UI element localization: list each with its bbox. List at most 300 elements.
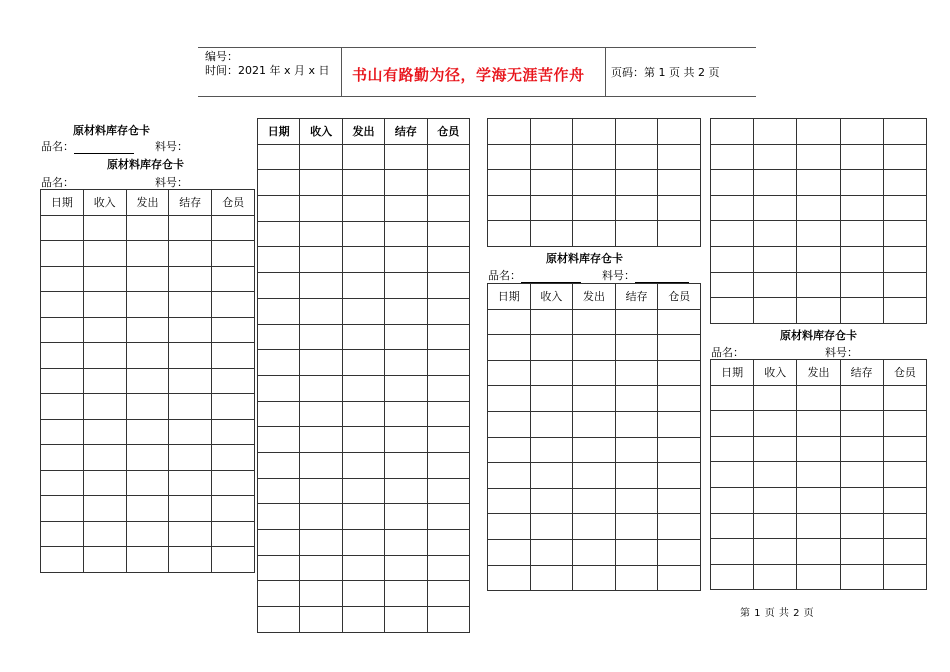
table-cell [300, 324, 342, 350]
table-cell [300, 504, 342, 530]
table-cell [300, 555, 342, 581]
table-cell [342, 401, 384, 427]
table-row [258, 324, 470, 350]
column-header: 日期 [41, 190, 84, 216]
table-cell [427, 170, 469, 196]
header-motto: 书山有路勤为径，学海无涯苦作舟 [352, 66, 585, 84]
card3-code-blank [635, 272, 689, 283]
table-cell [615, 437, 658, 463]
table-cell [797, 462, 840, 488]
table-cell [615, 221, 658, 247]
table-cell [41, 317, 84, 343]
table-cell [83, 368, 126, 394]
table-cell [427, 375, 469, 401]
table-cell [711, 119, 754, 145]
table-cell [573, 119, 616, 145]
table-cell [300, 452, 342, 478]
table-cell [126, 241, 169, 267]
table-cell [573, 386, 616, 412]
table-cell [754, 195, 797, 221]
column-header: 结存 [615, 284, 658, 310]
table-cell [754, 246, 797, 272]
table-cell [488, 488, 531, 514]
table-row [488, 539, 701, 565]
table-cell [658, 309, 701, 335]
table-cell [797, 272, 840, 298]
table-row [258, 555, 470, 581]
table-cell [342, 273, 384, 299]
table-cell [427, 273, 469, 299]
table-cell [488, 119, 531, 145]
table-cell [83, 547, 126, 573]
table-cell [883, 462, 926, 488]
table-cell [754, 298, 797, 324]
table-row [711, 564, 927, 590]
table-cell [83, 317, 126, 343]
table-row [488, 514, 701, 540]
table-cell [41, 343, 84, 369]
card4-fields: 品名： 料号： [711, 344, 912, 360]
table-cell [883, 119, 926, 145]
table-row [258, 401, 470, 427]
table-row [488, 386, 701, 412]
table-cell [797, 144, 840, 170]
card1-name-blank [74, 143, 134, 154]
table-cell [883, 246, 926, 272]
table-cell [488, 221, 531, 247]
table-cell [300, 581, 342, 607]
table-cell [711, 385, 754, 411]
table-cell [126, 547, 169, 573]
table-cell [212, 215, 255, 241]
header-code-label: 编号： [205, 50, 238, 63]
table-cell [797, 436, 840, 462]
table-cell [711, 221, 754, 247]
table-cell [754, 221, 797, 247]
table-header-row [41, 190, 255, 216]
table-cell [126, 368, 169, 394]
table-cell [212, 343, 255, 369]
table-row [258, 427, 470, 453]
table-cell [530, 411, 573, 437]
table-cell [83, 394, 126, 420]
table-cell [83, 266, 126, 292]
table-cell [797, 539, 840, 565]
table-cell [385, 375, 427, 401]
table-row [488, 565, 701, 591]
table-cell [169, 521, 212, 547]
table-row [258, 607, 470, 633]
table-row [488, 463, 701, 489]
table-cell [427, 401, 469, 427]
table-cell [385, 144, 427, 170]
table-cell [711, 246, 754, 272]
table-row [711, 298, 927, 324]
table-cell [840, 246, 883, 272]
table-cell [754, 436, 797, 462]
table-cell [427, 324, 469, 350]
table-cell [427, 581, 469, 607]
column-header: 仓员 [212, 190, 255, 216]
table-cell [488, 514, 531, 540]
table-cell [300, 170, 342, 196]
table-cell [797, 170, 840, 196]
table-row [41, 547, 255, 573]
table-header-row [258, 119, 470, 145]
table-row [488, 411, 701, 437]
table-cell [385, 247, 427, 273]
table-cell [615, 565, 658, 591]
table-cell [573, 437, 616, 463]
table-cell [427, 350, 469, 376]
table-cell [41, 368, 84, 394]
table-cell [615, 119, 658, 145]
table-cell [212, 470, 255, 496]
table-cell [488, 309, 531, 335]
table-cell [711, 539, 754, 565]
table-row [258, 273, 470, 299]
table-row [258, 221, 470, 247]
table-cell [83, 496, 126, 522]
table-cell [41, 445, 84, 471]
table-cell [126, 470, 169, 496]
table-cell [427, 530, 469, 556]
table-cell [530, 170, 573, 196]
column-header: 日期 [488, 284, 531, 310]
table-cell [840, 170, 883, 196]
column-header: 结存 [169, 190, 212, 216]
table-cell [658, 386, 701, 412]
table-row [488, 360, 701, 386]
table-cell [711, 462, 754, 488]
table-row [41, 445, 255, 471]
table-cell [488, 386, 531, 412]
table-cell [573, 144, 616, 170]
table-row [711, 221, 927, 247]
table-cell [573, 463, 616, 489]
table-cell [258, 504, 300, 530]
stock-table-1 [40, 189, 255, 573]
table-row [488, 488, 701, 514]
table-cell [385, 530, 427, 556]
table-cell [658, 195, 701, 221]
table-cell [883, 272, 926, 298]
table-cell [169, 215, 212, 241]
table-cell [615, 411, 658, 437]
table-cell [212, 266, 255, 292]
table-cell [169, 343, 212, 369]
table-cell [41, 521, 84, 547]
table-cell [754, 564, 797, 590]
table-cell [711, 436, 754, 462]
table-row [258, 530, 470, 556]
table-cell [258, 427, 300, 453]
table-cell [530, 221, 573, 247]
table-cell [300, 247, 342, 273]
table-cell [754, 385, 797, 411]
table-row [488, 144, 701, 170]
table-cell [126, 445, 169, 471]
table-cell [840, 119, 883, 145]
table-cell [41, 394, 84, 420]
stock-table-3-bottom [487, 283, 701, 591]
table-cell [300, 530, 342, 556]
table-cell [83, 241, 126, 267]
table-cell [530, 360, 573, 386]
card2-title: 原材料库存仓卡 [107, 158, 184, 171]
table-cell [385, 607, 427, 633]
table-cell [126, 317, 169, 343]
table-cell [169, 470, 212, 496]
table-cell [573, 335, 616, 361]
table-row [711, 462, 927, 488]
table-cell [573, 309, 616, 335]
table-cell [41, 266, 84, 292]
table-cell [530, 565, 573, 591]
table-cell [169, 241, 212, 267]
stock-table-4-top [710, 118, 927, 324]
table-cell [342, 427, 384, 453]
table-cell [754, 487, 797, 513]
table-cell [711, 564, 754, 590]
table-row [711, 411, 927, 437]
table-row [41, 368, 255, 394]
table-row [711, 195, 927, 221]
table-cell [711, 513, 754, 539]
table-cell [258, 530, 300, 556]
table-cell [342, 298, 384, 324]
table-cell [427, 221, 469, 247]
table-cell [385, 452, 427, 478]
table-row [41, 317, 255, 343]
table-cell [212, 241, 255, 267]
table-cell [883, 513, 926, 539]
table-cell [615, 463, 658, 489]
table-cell [83, 521, 126, 547]
table-cell [883, 144, 926, 170]
table-cell [41, 547, 84, 573]
table-cell [126, 343, 169, 369]
column-header: 结存 [385, 119, 427, 145]
table-cell [41, 470, 84, 496]
table-cell [427, 427, 469, 453]
table-row [41, 266, 255, 292]
card3-name-blank [521, 272, 581, 283]
table-cell [300, 375, 342, 401]
table-row [711, 170, 927, 196]
table-cell [615, 514, 658, 540]
header-date: 时间：2021 年 x 月 x 日 [205, 64, 330, 77]
table-row [41, 419, 255, 445]
table-row [41, 241, 255, 267]
table-row [488, 309, 701, 335]
table-cell [385, 350, 427, 376]
table-cell [797, 487, 840, 513]
table-cell [385, 478, 427, 504]
table-cell [258, 221, 300, 247]
table-row [258, 350, 470, 376]
table-cell [883, 221, 926, 247]
card1-title: 原材料库存仓卡 [73, 124, 150, 137]
table-cell [83, 215, 126, 241]
table-cell [840, 462, 883, 488]
table-cell [385, 555, 427, 581]
table-row [711, 246, 927, 272]
column-header: 日期 [258, 119, 300, 145]
table-cell [883, 564, 926, 590]
table-row [711, 272, 927, 298]
column-header: 仓员 [427, 119, 469, 145]
table-cell [615, 386, 658, 412]
table-cell [573, 411, 616, 437]
table-cell [258, 581, 300, 607]
table-cell [797, 513, 840, 539]
table-row [258, 298, 470, 324]
table-cell [342, 221, 384, 247]
table-cell [385, 427, 427, 453]
table-cell [711, 170, 754, 196]
table-cell [797, 385, 840, 411]
column-header: 收入 [530, 284, 573, 310]
table-row [41, 521, 255, 547]
table-cell [530, 514, 573, 540]
table-row [258, 170, 470, 196]
table-cell [427, 504, 469, 530]
table-cell [258, 144, 300, 170]
table-cell [300, 273, 342, 299]
table-cell [258, 298, 300, 324]
table-cell [488, 195, 531, 221]
table-cell [488, 411, 531, 437]
table-cell [258, 401, 300, 427]
table-cell [342, 607, 384, 633]
column-header: 发出 [797, 360, 840, 386]
table-cell [797, 119, 840, 145]
table-row [711, 436, 927, 462]
table-cell [754, 539, 797, 565]
table-cell [212, 368, 255, 394]
column-header: 仓员 [883, 360, 926, 386]
table-row [711, 513, 927, 539]
table-cell [797, 564, 840, 590]
table-cell [427, 452, 469, 478]
table-cell [126, 496, 169, 522]
table-cell [300, 196, 342, 222]
table-row [488, 170, 701, 196]
table-cell [342, 247, 384, 273]
table-row [258, 144, 470, 170]
table-cell [658, 463, 701, 489]
table-cell [658, 221, 701, 247]
table-cell [530, 309, 573, 335]
table-cell [427, 607, 469, 633]
table-cell [169, 368, 212, 394]
table-cell [427, 144, 469, 170]
table-cell [212, 317, 255, 343]
table-cell [300, 144, 342, 170]
table-cell [754, 119, 797, 145]
table-row [41, 215, 255, 241]
table-cell [754, 462, 797, 488]
table-cell [300, 401, 342, 427]
table-row [41, 292, 255, 318]
table-cell [840, 513, 883, 539]
table-cell [840, 436, 883, 462]
table-cell [169, 317, 212, 343]
stock-table-2 [257, 118, 470, 633]
table-cell [427, 247, 469, 273]
column-header: 收入 [754, 360, 797, 386]
header-top-rule [198, 47, 756, 48]
table-cell [530, 144, 573, 170]
table-cell [258, 607, 300, 633]
table-cell [83, 292, 126, 318]
table-cell [427, 478, 469, 504]
table-row [711, 144, 927, 170]
table-cell [41, 292, 84, 318]
table-cell [169, 547, 212, 573]
table-row [41, 470, 255, 496]
table-cell [615, 335, 658, 361]
table-cell [169, 292, 212, 318]
table-cell [427, 196, 469, 222]
table-cell [530, 195, 573, 221]
table-cell [840, 298, 883, 324]
table-row [711, 119, 927, 145]
table-cell [212, 292, 255, 318]
card3-title: 原材料库存仓卡 [546, 252, 623, 265]
table-row [258, 196, 470, 222]
table-cell [83, 470, 126, 496]
table-cell [840, 221, 883, 247]
table-row [41, 394, 255, 420]
table-cell [711, 144, 754, 170]
table-cell [385, 504, 427, 530]
table-cell [530, 463, 573, 489]
table-row [41, 343, 255, 369]
table-cell [488, 539, 531, 565]
column-header: 仓员 [658, 284, 701, 310]
table-header-row [488, 284, 701, 310]
table-cell [658, 144, 701, 170]
table-cell [711, 195, 754, 221]
table-row [488, 119, 701, 145]
table-cell [840, 195, 883, 221]
table-cell [300, 607, 342, 633]
column-header: 日期 [711, 360, 754, 386]
table-cell [883, 436, 926, 462]
table-cell [573, 539, 616, 565]
table-cell [342, 452, 384, 478]
table-row [258, 247, 470, 273]
table-cell [300, 298, 342, 324]
table-cell [488, 463, 531, 489]
table-cell [840, 564, 883, 590]
table-cell [615, 488, 658, 514]
table-cell [342, 504, 384, 530]
table-row [41, 496, 255, 522]
table-cell [300, 427, 342, 453]
table-cell [169, 496, 212, 522]
column-header: 发出 [573, 284, 616, 310]
table-cell [797, 298, 840, 324]
table-row [258, 504, 470, 530]
table-cell [342, 196, 384, 222]
table-row [258, 375, 470, 401]
table-row [488, 335, 701, 361]
header-bottom-rule [198, 96, 756, 97]
table-cell [711, 272, 754, 298]
